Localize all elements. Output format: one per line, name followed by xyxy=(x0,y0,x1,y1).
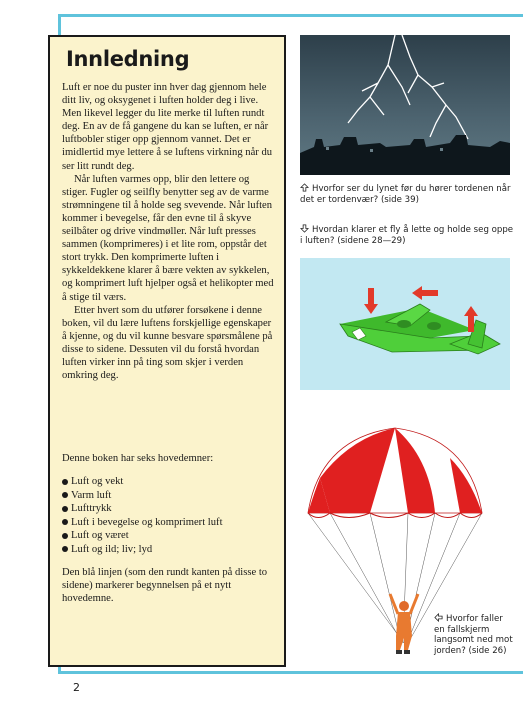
bullet-icon xyxy=(62,533,68,539)
topic-item: Luft i bevegelse og komprimert luft xyxy=(62,516,274,530)
intro-paragraph-2: Når luften varmes opp, blir den lettere og stiger. Fugler og seilfly benytter seg av de varme strømningene til å holde seg svevende. Når luften kommer i bevegelse, får den evne til å skyve seilbåter og drive vindmøller. Når luft presses sammen (komprimeres) i et lite rom, oppstår det stort trykk. Den komprimerte luften i sykkeldekkene klarer å bære vekten av sykkelen, og komprimert luft hjelper også et helikopter med å stige til værs. xyxy=(62,173,274,303)
intro-paragraph-3: Etter hvert som du utfører forsøkene i denne boken, vil du lære luftens forskjellige egenskaper å kjenne, og du vil kunne besvare spørsmålene på disse to sidene. Dessuten vil du forstå hvordan luften virker inn på ting som skjer i verden omkring deg. xyxy=(62,304,273,382)
arrow-up-outline-icon xyxy=(300,183,309,192)
bullet-icon xyxy=(62,546,68,552)
airplane-illustration-panel xyxy=(300,258,510,390)
topic-item: Varm luft xyxy=(62,489,274,503)
bullet-icon xyxy=(62,506,68,512)
blue-frame-top xyxy=(58,14,523,17)
closing-paragraph: Den blå linjen (som den rundt kanten på disse to sidene) markerer begynnelsen på et nytt hovedemne. xyxy=(62,567,268,605)
arrow-down-outline-icon xyxy=(300,224,309,233)
bullet-icon xyxy=(62,519,68,525)
intro-paragraph-1: Luft er noe du puster inn hver dag gjennom hele ditt liv, og oksygenet i luften holder deg i live. Men likevel legger du lite merke til luften rundt deg. En av de få gangene du kan se luften, er når luftbobler stiger opp gjennom vannet. Det er imidlertid mye lettere å se luftens virkning når du ser litt rundt deg. xyxy=(62,82,273,172)
topic-item: Lufttrykk xyxy=(62,502,274,516)
lightning-storm-illustration xyxy=(300,35,510,175)
bullet-icon xyxy=(62,492,68,498)
arrow-left-outline-icon xyxy=(434,613,443,622)
topic-item: Luft og vekt xyxy=(62,475,274,489)
topics-list xyxy=(62,475,274,556)
parachute-caption: Hvorfor faller en fallskjerm langsomt ned mot jorden? (side 26) xyxy=(434,614,513,656)
bullet-icon xyxy=(62,479,68,485)
topics-intro: Denne boken har seks hovedemner: xyxy=(62,453,214,465)
plane-caption: Hvordan klarer et fly å lette og holde seg oppe i luften? (sidene 28—29) xyxy=(300,225,514,246)
page-number: 2 xyxy=(73,681,80,694)
introduction-box xyxy=(48,35,286,667)
topic-item: Luft og været xyxy=(62,529,274,543)
topic-item: Luft og ild; liv; lyd xyxy=(62,543,274,557)
blue-frame-bottom xyxy=(58,671,523,674)
airplane-illustration xyxy=(300,258,510,390)
storm-caption: Hvorfor ser du lynet før du hører tordenen når det er tordenvær? (side 39) xyxy=(300,184,511,205)
page-title: Innledning xyxy=(66,47,190,71)
